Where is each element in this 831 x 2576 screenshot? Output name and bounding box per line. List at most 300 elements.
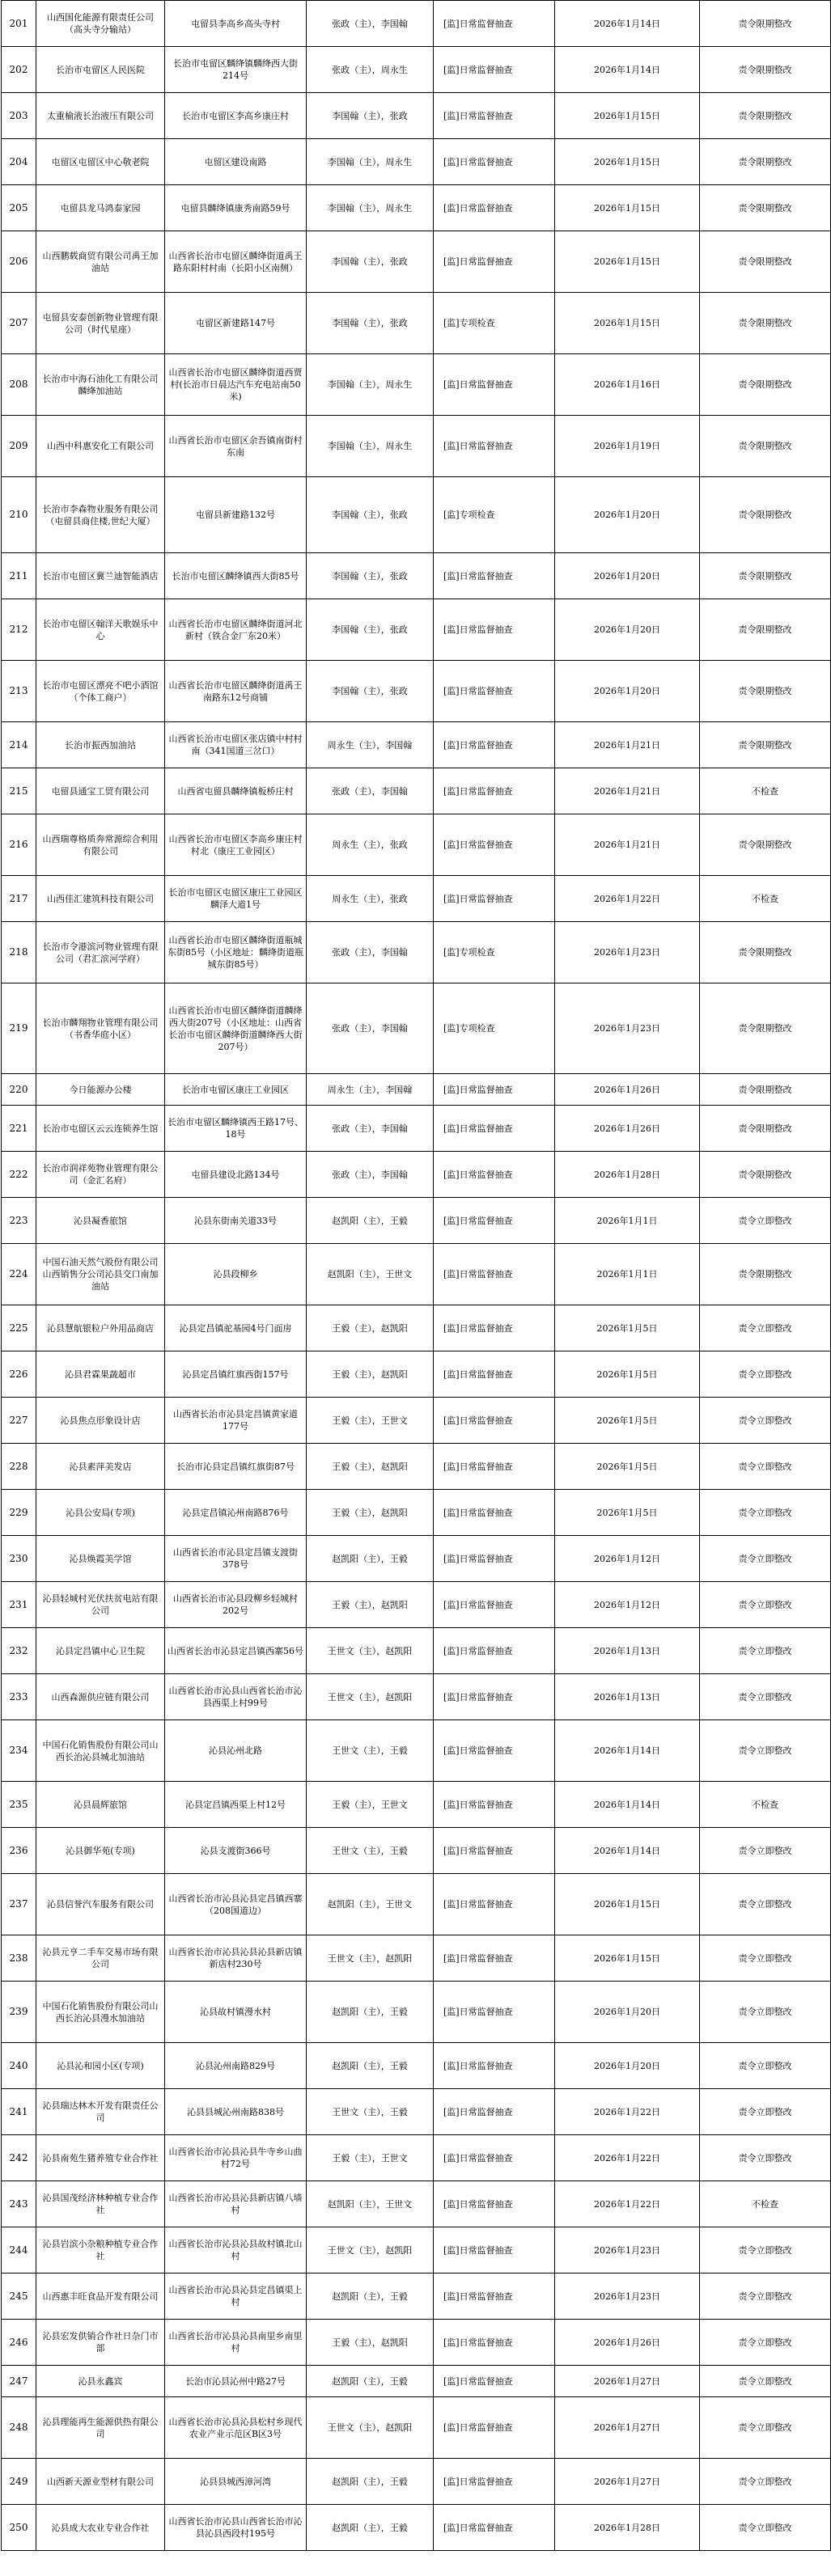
result-cell: 责令立即整改 [700, 1982, 831, 2043]
row-number-cell: 248 [2, 2397, 36, 2459]
address-cell: 屯留区新建路147号 [165, 293, 307, 354]
entity-name-cell: 山西瑞尊格质奔常源综合利用有限公司 [36, 814, 165, 876]
result-cell: 责令立即整改 [700, 2320, 831, 2366]
address-cell: 山西省长治市沁县沁县沁县新店镇新店村230号 [165, 1935, 307, 1982]
row-number-cell: 242 [2, 2135, 36, 2181]
table-row [2, 1536, 831, 1582]
entity-name-cell: 山西中科惠安化工有限公司 [36, 416, 165, 477]
inspectors-cell: 张政（主），李国翰 [307, 1106, 434, 1152]
entity-name-cell: 中国石化销售股份有限公司山西长治沁县漫水加油站 [36, 1982, 165, 2043]
row-number-cell: 247 [2, 2366, 36, 2397]
result-cell: 责令限期整改 [700, 293, 831, 354]
inspection-type-cell: [监]日常监督抽查 [434, 139, 555, 185]
result-cell: 责令限期整改 [700, 1106, 831, 1152]
row-number-cell: 243 [2, 2181, 36, 2227]
entity-name-cell: 沁县岩滨小杂粮种植专业合作社 [36, 2227, 165, 2274]
inspection-date-cell: 2026年1月1日 [555, 1244, 700, 1305]
inspection-type-cell: [监]日常监督抽查 [434, 2320, 555, 2366]
inspection-type-cell: [监]日常监督抽查 [434, 1444, 555, 1490]
row-number-cell: 212 [2, 599, 36, 661]
inspectors-cell: 张政（主），李国翰 [307, 1, 434, 47]
row-number-cell: 217 [2, 876, 36, 922]
address-cell: 长治市屯留区康庄工业园区 [165, 1074, 307, 1106]
entity-name-cell: 今日能源办公楼 [36, 1074, 165, 1106]
inspection-date-cell: 2026年1月28日 [555, 1152, 700, 1198]
address-cell: 沁县支渡街366号 [165, 1828, 307, 1874]
table-row [2, 2397, 831, 2459]
row-number-cell: 238 [2, 1935, 36, 1982]
table-row [2, 2089, 831, 2135]
table-row [2, 231, 831, 293]
inspection-date-cell: 2026年1月15日 [555, 1874, 700, 1935]
table-row [2, 1582, 831, 1628]
inspection-date-cell: 2026年1月5日 [555, 1398, 700, 1444]
inspectors-cell: 王世文（主），赵凯阳 [307, 2227, 434, 2274]
inspection-type-cell: [监]日常监督抽查 [434, 1490, 555, 1536]
inspection-date-cell: 2026年1月13日 [555, 1628, 700, 1674]
address-cell: 山西省长治市沁县沁县定昌镇西寨（208国道边） [165, 1874, 307, 1935]
address-cell: 沁县定昌镇沁州南路876号 [165, 1490, 307, 1536]
entity-name-cell: 沁县成大农业专业合作社 [36, 2505, 165, 2551]
entity-name-cell: 中国石化销售股份有限公司山西长治沁县城北加油站 [36, 1720, 165, 1782]
entity-name-cell: 屯留县安泰创新物业管理有限公司（时代星座） [36, 293, 165, 354]
result-cell: 责令立即整改 [700, 2227, 831, 2274]
address-cell: 沁县县城西漳河湾 [165, 2459, 307, 2505]
entity-name-cell: 长治市屯留区漂亮不吧小酒馆（个体工商户） [36, 661, 165, 722]
inspectors-cell: 赵凯阳（主），王毅 [307, 2459, 434, 2505]
entity-name-cell: 沁县御华苑(专项) [36, 1828, 165, 1874]
inspection-type-cell: [监]日常监督抽查 [434, 2505, 555, 2551]
inspection-type-cell: [监]日常监督抽查 [434, 93, 555, 139]
result-cell: 责令限期整改 [700, 1152, 831, 1198]
inspectors-cell: 赵凯阳（主），王毅 [307, 1198, 434, 1244]
entity-name-cell: 沁县瑞达林木开发有限责任公司 [36, 2089, 165, 2135]
row-number-cell: 224 [2, 1244, 36, 1305]
row-number-cell: 244 [2, 2227, 36, 2274]
address-cell: 沁县沁州北路 [165, 1720, 307, 1782]
result-cell: 责令立即整改 [700, 1628, 831, 1674]
table-row [2, 2366, 831, 2397]
inspection-date-cell: 2026年1月20日 [555, 1982, 700, 2043]
row-number-cell: 230 [2, 1536, 36, 1582]
inspection-type-cell: [监]日常监督抽查 [434, 185, 555, 231]
inspection-date-cell: 2026年1月28日 [555, 2505, 700, 2551]
inspection-type-cell: [监]日常监督抽查 [434, 1106, 555, 1152]
inspectors-cell: 王毅（主），赵凯阳 [307, 1351, 434, 1398]
entity-name-cell: 沁县永鑫宾 [36, 2366, 165, 2397]
inspection-type-cell: [监]日常监督抽查 [434, 1935, 555, 1982]
inspection-date-cell: 2026年1月22日 [555, 876, 700, 922]
inspection-date-cell: 2026年1月21日 [555, 722, 700, 768]
table-row [2, 1782, 831, 1828]
inspection-type-cell: [监]日常监督抽查 [434, 1720, 555, 1782]
inspection-type-cell: [监]日常监督抽查 [434, 354, 555, 416]
entity-name-cell: 屯留区屯留区中心敬老院 [36, 139, 165, 185]
result-cell: 责令立即整改 [700, 2505, 831, 2551]
address-cell: 山西省长治市屯留区麟绛街道瓶城东街85号（小区地址：麟绛街道瓶城东街85号） [165, 922, 307, 983]
entity-name-cell: 长治市屯留区人民医院 [36, 47, 165, 93]
inspectors-cell: 王毅（主），赵凯阳 [307, 1582, 434, 1628]
inspection-type-cell: [监]日常监督抽查 [434, 1982, 555, 2043]
inspectors-cell: 王世文（主），王毅 [307, 2089, 434, 2135]
entity-name-cell: 沁县轻城村光伏扶贫电站有限公司 [36, 1582, 165, 1628]
table-row [2, 661, 831, 722]
table-row [2, 1628, 831, 1674]
address-cell: 沁县县城沁州南路838号 [165, 2089, 307, 2135]
inspectors-cell: 王毅（主），赵凯阳 [307, 1305, 434, 1351]
inspection-date-cell: 2026年1月15日 [555, 185, 700, 231]
inspection-date-cell: 2026年1月20日 [555, 553, 700, 599]
inspectors-cell: 王世文（主），赵凯阳 [307, 1628, 434, 1674]
table-row [2, 93, 831, 139]
inspectors-cell: 李国翰（主），周永生 [307, 185, 434, 231]
entity-name-cell: 长治市麟翔物业管理有限公司（书香华庭小区） [36, 983, 165, 1074]
address-cell: 山西省长治市沁县沁县定昌镇渠上村 [165, 2274, 307, 2320]
row-number-cell: 237 [2, 1874, 36, 1935]
row-number-cell: 215 [2, 768, 36, 814]
entity-name-cell: 中国石油天然气股份有限公司山西销售分公司沁县交口南加油站 [36, 1244, 165, 1305]
row-number-cell: 226 [2, 1351, 36, 1398]
table-row [2, 1490, 831, 1536]
address-cell: 长治市屯留区麟绛镇西大街85号 [165, 553, 307, 599]
row-number-cell: 204 [2, 139, 36, 185]
row-number-cell: 209 [2, 416, 36, 477]
inspectors-cell: 赵凯阳（主），王世文 [307, 2181, 434, 2227]
inspection-type-cell: [监]日常监督抽查 [434, 2366, 555, 2397]
table-row [2, 2459, 831, 2505]
inspection-type-cell: [监]日常监督抽查 [434, 1074, 555, 1106]
inspectors-cell: 李国翰（主），周永生 [307, 354, 434, 416]
table-row [2, 922, 831, 983]
inspectors-cell: 赵凯阳（主），王世文 [307, 1874, 434, 1935]
entity-name-cell: 山西佳汇建筑科技有限公司 [36, 876, 165, 922]
entity-name-cell: 长治市屯留区冀兰迪智能酒店 [36, 553, 165, 599]
inspection-type-cell: [监]日常监督抽查 [434, 768, 555, 814]
entity-name-cell: 山西国化能源有限责任公司（高头寺分输站） [36, 1, 165, 47]
inspectors-cell: 周永生（主），张政 [307, 876, 434, 922]
table-row [2, 1198, 831, 1244]
address-cell: 长治市屯留区屯留区康庄工业园区麟泽大道1号 [165, 876, 307, 922]
inspection-type-cell: [监]日常监督抽查 [434, 1305, 555, 1351]
table-row [2, 2043, 831, 2089]
table-row [2, 1935, 831, 1982]
address-cell: 山西省长治市屯留区李高乡康庄村村北（康庄工业园区） [165, 814, 307, 876]
row-number-cell: 211 [2, 553, 36, 599]
inspection-type-cell: [监]专项检查 [434, 293, 555, 354]
row-number-cell: 216 [2, 814, 36, 876]
address-cell: 山西省长治市沁县沁县牛寺乡山曲村72号 [165, 2135, 307, 2181]
inspection-type-cell: [监]日常监督抽查 [434, 1152, 555, 1198]
inspection-date-cell: 2026年1月19日 [555, 416, 700, 477]
result-cell: 责令立即整改 [700, 2366, 831, 2397]
result-cell: 责令限期整改 [700, 661, 831, 722]
inspection-table [1, 0, 831, 2551]
result-cell: 责令立即整改 [700, 1444, 831, 1490]
address-cell: 沁县故村镇漫水村 [165, 1982, 307, 2043]
inspection-date-cell: 2026年1月27日 [555, 2397, 700, 2459]
entity-name-cell: 沁县君霖果蔬超市 [36, 1351, 165, 1398]
entity-name-cell: 山西惠丰旺食品开发有限公司 [36, 2274, 165, 2320]
entity-name-cell: 沁县宏发供销合作社日杂门市部 [36, 2320, 165, 2366]
row-number-cell: 246 [2, 2320, 36, 2366]
row-number-cell: 221 [2, 1106, 36, 1152]
address-cell: 沁县定昌镇西渠上村12号 [165, 1782, 307, 1828]
table-row [2, 2135, 831, 2181]
entity-name-cell: 沁县定昌镇中心卫生院 [36, 1628, 165, 1674]
inspectors-cell: 王世文（主），赵凯阳 [307, 1674, 434, 1720]
address-cell: 沁县段柳乡 [165, 1244, 307, 1305]
address-cell: 山西省长治市屯留区麟绛街道河北新村（铁合金厂东20米） [165, 599, 307, 661]
address-cell: 山西省长治市屯留区麟绛街道麟绛西大街207号（小区地址：山西省长治市屯留区麟绛街道麟绛西大街207号） [165, 983, 307, 1074]
row-number-cell: 240 [2, 2043, 36, 2089]
entity-name-cell: 沁县理能再生能源供热有限公司 [36, 2397, 165, 2459]
table-row [2, 139, 831, 185]
address-cell: 长治市沁县沁州中路27号 [165, 2366, 307, 2397]
inspection-type-cell: [监]日常监督抽查 [434, 1628, 555, 1674]
result-cell: 责令限期整改 [700, 185, 831, 231]
inspectors-cell: 李国翰（主），张政 [307, 661, 434, 722]
result-cell: 责令立即整改 [700, 1828, 831, 1874]
inspection-type-cell: [监]专项检查 [434, 477, 555, 553]
row-number-cell: 201 [2, 1, 36, 47]
inspection-type-cell: [监]日常监督抽查 [434, 876, 555, 922]
inspectors-cell: 周永生（主），张政 [307, 814, 434, 876]
inspectors-cell: 李国翰（主），张政 [307, 477, 434, 553]
address-cell: 长治市屯留区麟绛镇麟绛西大街214号 [165, 47, 307, 93]
inspection-date-cell: 2026年1月5日 [555, 1444, 700, 1490]
inspection-date-cell: 2026年1月23日 [555, 983, 700, 1074]
table-row [2, 876, 831, 922]
row-number-cell: 250 [2, 2505, 36, 2551]
entity-name-cell: 沁县慧航银粒户外用品商店 [36, 1305, 165, 1351]
inspection-date-cell: 2026年1月22日 [555, 2089, 700, 2135]
inspection-type-cell: [监]日常监督抽查 [434, 599, 555, 661]
entity-name-cell: 沁县凝香旅馆 [36, 1198, 165, 1244]
inspection-type-cell: [监]专项检查 [434, 983, 555, 1074]
inspectors-cell: 王毅（主），王世文 [307, 2135, 434, 2181]
inspection-date-cell: 2026年1月14日 [555, 47, 700, 93]
inspection-date-cell: 2026年1月26日 [555, 1074, 700, 1106]
inspection-type-cell: [监]日常监督抽查 [434, 1398, 555, 1444]
inspectors-cell: 王世文（主），赵凯阳 [307, 2397, 434, 2459]
inspection-date-cell: 2026年1月27日 [555, 2366, 700, 2397]
inspection-type-cell: [监]日常监督抽查 [434, 47, 555, 93]
inspection-type-cell: [监]日常监督抽查 [434, 2459, 555, 2505]
table-row [2, 599, 831, 661]
address-cell: 屯留区建设南路 [165, 139, 307, 185]
table-row [2, 293, 831, 354]
inspection-type-cell: [监]日常监督抽查 [434, 661, 555, 722]
address-cell: 山西省长治市屯留区张店镇中村村南（341国道三岔口） [165, 722, 307, 768]
result-cell: 责令立即整改 [700, 1674, 831, 1720]
inspection-type-cell: [监]日常监督抽查 [434, 1582, 555, 1628]
address-cell: 屯留县李高乡高头寺村 [165, 1, 307, 47]
inspection-date-cell: 2026年1月20日 [555, 2043, 700, 2089]
entity-name-cell: 山西鹏载商贸有限公司禹王加油站 [36, 231, 165, 293]
inspectors-cell: 周永生（主），李国翰 [307, 1074, 434, 1106]
inspectors-cell: 张政（主），周永生 [307, 47, 434, 93]
inspection-type-cell: [监]日常监督抽查 [434, 1536, 555, 1582]
result-cell: 责令立即整改 [700, 1935, 831, 1982]
inspectors-cell: 李国翰（主），周永生 [307, 416, 434, 477]
inspection-date-cell: 2026年1月23日 [555, 2227, 700, 2274]
inspectors-cell: 周永生（主），李国翰 [307, 722, 434, 768]
table-row [2, 2181, 831, 2227]
address-cell: 山西省长治市沁县沁县新店镇八墙村 [165, 2181, 307, 2227]
inspection-type-cell: [监]日常监督抽查 [434, 2135, 555, 2181]
address-cell: 沁县定昌镇驼基园4号门面房 [165, 1305, 307, 1351]
table-row [2, 1074, 831, 1106]
entity-name-cell: 长治市令港滨河物业管理有限公司（君汇滨河学府） [36, 922, 165, 983]
inspection-type-cell: [监]日常监督抽查 [434, 553, 555, 599]
inspectors-cell: 李国翰（主），张政 [307, 293, 434, 354]
result-cell: 责令立即整改 [700, 2089, 831, 2135]
address-cell: 山西省长治市沁县沁县南里乡南里村 [165, 2320, 307, 2366]
result-cell: 责令立即整改 [700, 2135, 831, 2181]
address-cell: 屯留县新建路132号 [165, 477, 307, 553]
inspection-type-cell: [监]日常监督抽查 [434, 1874, 555, 1935]
inspectors-cell: 王毅（主），赵凯阳 [307, 1490, 434, 1536]
row-number-cell: 227 [2, 1398, 36, 1444]
address-cell: 长治市屯留区麟绛镇西王路17号、18号 [165, 1106, 307, 1152]
inspection-date-cell: 2026年1月20日 [555, 477, 700, 553]
inspection-type-cell: [监]日常监督抽查 [434, 1828, 555, 1874]
inspectors-cell: 王毅（主），赵凯阳 [307, 2320, 434, 2366]
inspection-type-cell: [监]日常监督抽查 [434, 2397, 555, 2459]
inspection-date-cell: 2026年1月14日 [555, 1782, 700, 1828]
result-cell: 责令限期整改 [700, 922, 831, 983]
table-row [2, 1351, 831, 1398]
entity-name-cell: 长治市屯留区翰洋天歌娱乐中心 [36, 599, 165, 661]
result-cell: 责令限期整改 [700, 47, 831, 93]
table-row [2, 477, 831, 553]
row-number-cell: 249 [2, 2459, 36, 2505]
result-cell: 责令立即整改 [700, 1198, 831, 1244]
address-cell: 屯留县建设北路134号 [165, 1152, 307, 1198]
inspection-date-cell: 2026年1月5日 [555, 1490, 700, 1536]
result-cell: 责令立即整改 [700, 1490, 831, 1536]
inspection-date-cell: 2026年1月23日 [555, 922, 700, 983]
inspection-date-cell: 2026年1月15日 [555, 139, 700, 185]
entity-name-cell: 长治市屯留区云云连锁养生馆 [36, 1106, 165, 1152]
entity-name-cell: 山西新天源业型材有限公司 [36, 2459, 165, 2505]
inspection-date-cell: 2026年1月12日 [555, 1536, 700, 1582]
result-cell: 责令限期整改 [700, 416, 831, 477]
table-row [2, 1, 831, 47]
result-cell: 责令立即整改 [700, 2397, 831, 2459]
table-row [2, 1398, 831, 1444]
entity-name-cell: 长治市润祥苑物业管理有限公司（金汇名府） [36, 1152, 165, 1198]
row-number-cell: 210 [2, 477, 36, 553]
entity-name-cell: 屯留县龙马鸿泰家园 [36, 185, 165, 231]
inspectors-cell: 王毅（主），赵凯阳 [307, 1444, 434, 1490]
address-cell: 山西省长治市沁县山西省长治市沁县西渠上村99号 [165, 1674, 307, 1720]
address-cell: 山西省长治市沁县沁县松村乡现代农业产业示范区B区3号 [165, 2397, 307, 2459]
row-number-cell: 202 [2, 47, 36, 93]
address-cell: 长治市屯留区李高乡康庄村 [165, 93, 307, 139]
inspection-date-cell: 2026年1月13日 [555, 1674, 700, 1720]
inspectors-cell: 赵凯阳（主），王毅 [307, 1982, 434, 2043]
inspectors-cell: 李国翰（主），张政 [307, 553, 434, 599]
result-cell: 责令限期整改 [700, 231, 831, 293]
entity-name-cell: 长治市李森物业服务有限公司（屯留县商住楼,世纪大厦） [36, 477, 165, 553]
address-cell: 山西省长治市沁县定昌镇西寨56号 [165, 1628, 307, 1674]
entity-name-cell: 沁县元亨二手车交易市场有限公司 [36, 1935, 165, 1982]
inspection-type-cell: [监]日常监督抽查 [434, 1351, 555, 1398]
inspection-date-cell: 2026年1月22日 [555, 2181, 700, 2227]
entity-name-cell: 山西森源供应链有限公司 [36, 1674, 165, 1720]
row-number-cell: 208 [2, 354, 36, 416]
row-number-cell: 206 [2, 231, 36, 293]
result-cell: 责令立即整改 [700, 1720, 831, 1782]
table-row [2, 185, 831, 231]
address-cell: 山西省长治市沁县沁县故村镇北山村 [165, 2227, 307, 2274]
inspectors-cell: 张政（主），李国翰 [307, 922, 434, 983]
result-cell: 责令立即整改 [700, 1874, 831, 1935]
row-number-cell: 234 [2, 1720, 36, 1782]
result-cell: 不检查 [700, 1782, 831, 1828]
inspectors-cell: 赵凯阳（主），王世文 [307, 1244, 434, 1305]
entity-name-cell: 沁县南苑生猪养殖专业合作社 [36, 2135, 165, 2181]
table-row [2, 1106, 831, 1152]
entity-name-cell: 屯留县通宝工贸有限公司 [36, 768, 165, 814]
table-row [2, 1828, 831, 1874]
address-cell: 山西省长治市屯留区余吾镇南街村东南 [165, 416, 307, 477]
address-cell: 山西省长治市屯留区麟绛街道禹王南路东12号商铺 [165, 661, 307, 722]
inspectors-cell: 赵凯阳（主），王毅 [307, 1536, 434, 1582]
inspection-date-cell: 2026年1月27日 [555, 2459, 700, 2505]
inspectors-cell: 赵凯阳（主），王毅 [307, 2274, 434, 2320]
table-row [2, 2505, 831, 2551]
result-cell: 不检查 [700, 768, 831, 814]
inspectors-cell: 赵凯阳（主），王毅 [307, 2505, 434, 2551]
inspectors-cell: 赵凯阳（主），王毅 [307, 2366, 434, 2397]
inspection-date-cell: 2026年1月15日 [555, 1935, 700, 1982]
inspection-date-cell: 2026年1月20日 [555, 599, 700, 661]
result-cell: 责令立即整改 [700, 1305, 831, 1351]
inspection-type-cell: [监]日常监督抽查 [434, 1198, 555, 1244]
inspectors-cell: 李国翰（主），张政 [307, 599, 434, 661]
entity-name-cell: 长治市中海石油化工有限公司麟绛加油站 [36, 354, 165, 416]
inspectors-cell: 李国翰（主），张政 [307, 231, 434, 293]
row-number-cell: 233 [2, 1674, 36, 1720]
inspection-type-cell: [监]日常监督抽查 [434, 814, 555, 876]
result-cell: 责令限期整改 [700, 599, 831, 661]
inspectors-cell: 王世文（主），王毅 [307, 1828, 434, 1874]
table-row [2, 1720, 831, 1782]
result-cell: 责令立即整改 [700, 1398, 831, 1444]
entity-name-cell: 长治市振西加油站 [36, 722, 165, 768]
table-row [2, 1244, 831, 1305]
result-cell: 不检查 [700, 2181, 831, 2227]
inspection-table-body [2, 1, 831, 2551]
inspection-date-cell: 2026年1月1日 [555, 1198, 700, 1244]
row-number-cell: 229 [2, 1490, 36, 1536]
inspection-date-cell: 2026年1月21日 [555, 768, 700, 814]
inspection-date-cell: 2026年1月5日 [555, 1305, 700, 1351]
entity-name-cell: 太重榆液长治液压有限公司 [36, 93, 165, 139]
inspection-type-cell: [监]日常监督抽查 [434, 1, 555, 47]
result-cell: 责令立即整改 [700, 2459, 831, 2505]
table-row [2, 722, 831, 768]
address-cell: 山西省长治市沁县段柳乡轻城村202号 [165, 1582, 307, 1628]
inspectors-cell: 王世文（主），赵凯阳 [307, 1935, 434, 1982]
table-row [2, 2227, 831, 2274]
inspectors-cell: 王世文（主），王毅 [307, 1720, 434, 1782]
inspectors-cell: 李国翰（主），周永生 [307, 139, 434, 185]
address-cell: 屯留县麟绛镇康秀南路59号 [165, 185, 307, 231]
result-cell: 责令立即整改 [700, 2274, 831, 2320]
